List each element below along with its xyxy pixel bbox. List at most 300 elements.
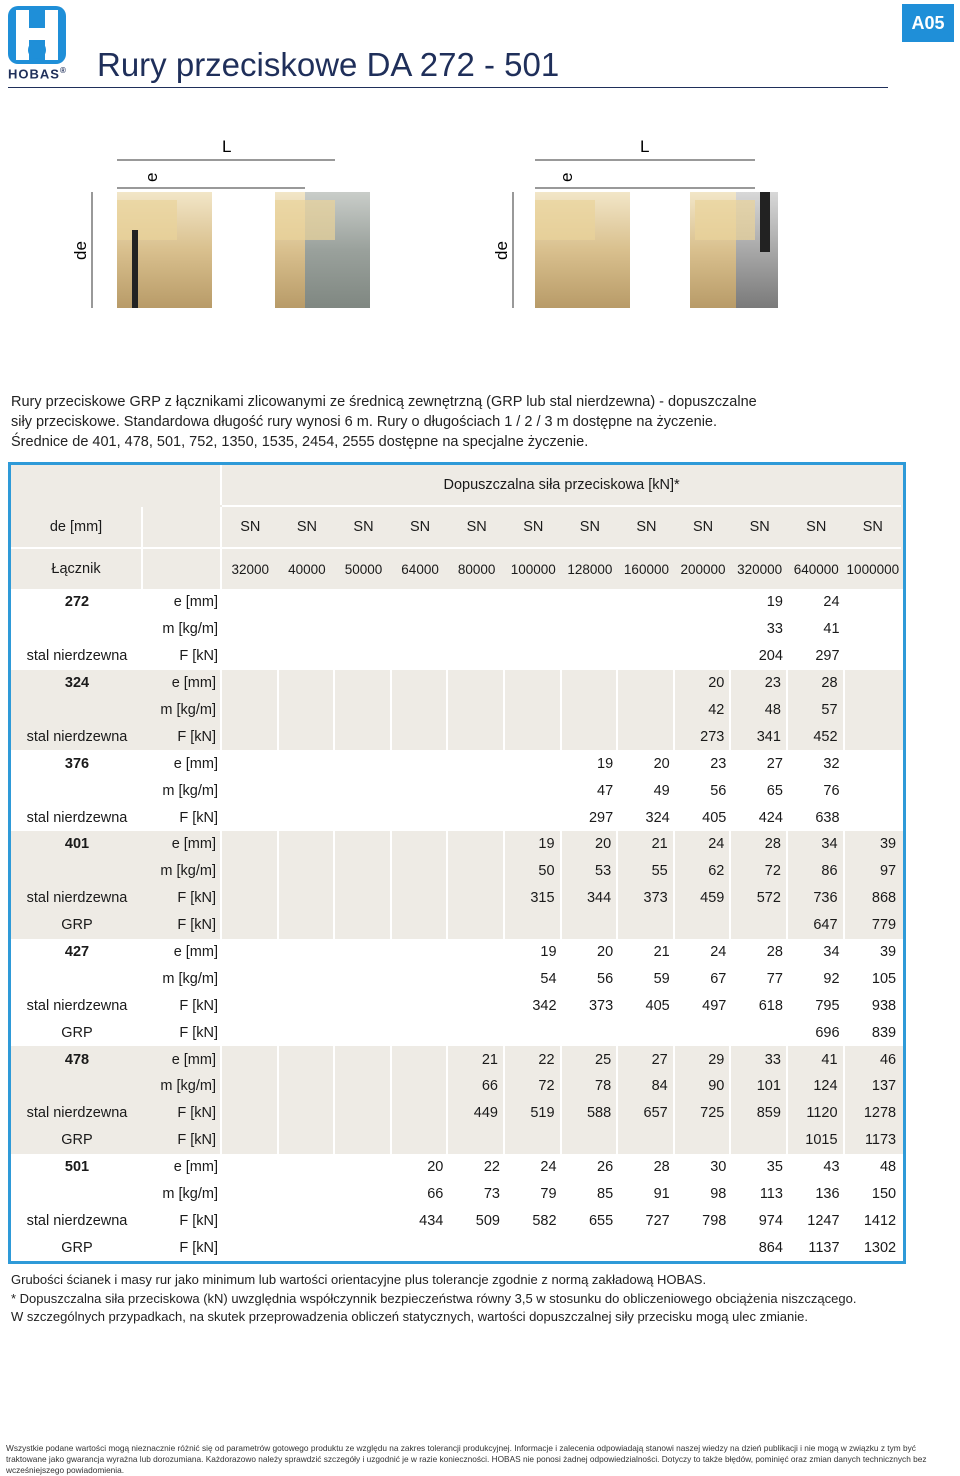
- note-line: Grubości ścianek i masy rur jako minimum lub wartości orientacyjne plus tolerancje zgodnie z normą zakładową HOBAS.: [11, 1272, 707, 1287]
- table-cell: 21: [618, 831, 675, 858]
- table-cell: 23: [731, 670, 788, 697]
- notes: [11, 1271, 951, 1327]
- table-cell: [222, 1234, 279, 1261]
- table-cell: [279, 777, 336, 804]
- table-cell: 86: [788, 858, 845, 885]
- table-cell: [392, 804, 449, 831]
- table-cell: [618, 1234, 675, 1261]
- table-row: [11, 858, 903, 885]
- table-cell: [335, 1154, 392, 1181]
- header-sn-value: 1000000: [846, 561, 900, 577]
- table-row: [11, 1234, 903, 1261]
- table-group-de-478: [11, 1046, 903, 1154]
- table-cell: 72: [731, 858, 788, 885]
- table-cell: 655: [588, 1212, 614, 1229]
- table-cell: 57: [788, 697, 845, 724]
- row-unit: F [kN]: [143, 1127, 222, 1154]
- table-row: [11, 670, 903, 697]
- table-cell: [845, 804, 902, 831]
- header-sn-value: 160000: [623, 561, 669, 577]
- table-cell: 1137: [808, 1239, 840, 1256]
- table-cell: 324: [645, 809, 670, 826]
- header-sn-value: 640000: [793, 561, 839, 577]
- table-cell: 30: [710, 1159, 727, 1176]
- table-row: [11, 1181, 903, 1208]
- table-cell: 449: [448, 1100, 505, 1127]
- table-cell: 647: [788, 912, 845, 939]
- table-cell: [448, 965, 505, 992]
- table-cell: [335, 616, 392, 643]
- table-cell: 72: [505, 1073, 562, 1100]
- table-cell: [279, 1127, 336, 1154]
- row-connector-label: stal nierdzewna: [26, 728, 128, 745]
- table-cell: [335, 831, 392, 858]
- table-cell: [448, 777, 505, 804]
- row-unit: F [kN]: [179, 997, 218, 1014]
- table-row: [11, 697, 903, 724]
- table-cell: [279, 1100, 336, 1127]
- table-cell: 48: [731, 697, 788, 724]
- table-cell: [675, 912, 732, 939]
- table-cell: [562, 643, 619, 670]
- header-sn: SN: [279, 507, 336, 549]
- table-cell: 509: [475, 1212, 500, 1229]
- table-cell: [675, 643, 732, 670]
- table-cell: 1120: [788, 1100, 845, 1127]
- table-cell: [222, 1181, 279, 1208]
- table-cell: 839: [871, 1024, 897, 1041]
- table-cell: [845, 670, 902, 697]
- header-sn: SN: [562, 507, 619, 549]
- table-cell: [335, 939, 392, 966]
- table-cell: 54: [540, 970, 557, 987]
- row-unit: F [kN]: [179, 1024, 218, 1041]
- table-cell: [675, 1234, 732, 1261]
- table-cell: [731, 1127, 788, 1154]
- table-cell: 1412: [863, 1212, 897, 1229]
- table-cell: 50: [505, 858, 562, 885]
- table-cell: [448, 831, 505, 858]
- table-row: [11, 1046, 903, 1073]
- table-cell: 43: [823, 1159, 840, 1176]
- table-cell: [562, 589, 619, 616]
- table-cell: 22: [505, 1046, 562, 1073]
- table-row: [11, 616, 903, 643]
- table-cell: [335, 992, 392, 1019]
- table-cell: 66: [448, 1073, 505, 1100]
- table-row: [11, 939, 903, 966]
- table-body: [8, 589, 906, 1264]
- table-cell: 373: [618, 885, 675, 912]
- row-diameter: 478: [64, 1051, 90, 1068]
- header-sn: SN: [675, 507, 732, 549]
- row-unit: e [mm]: [143, 670, 222, 697]
- table-cell: 727: [645, 1212, 670, 1229]
- table-cell: 101: [731, 1073, 788, 1100]
- table-cell: [392, 697, 449, 724]
- table-cell: [562, 912, 619, 939]
- table-cell: [335, 1073, 392, 1100]
- table-cell: [335, 858, 392, 885]
- row-connector-label: [11, 777, 143, 804]
- row-diameter: 427: [64, 944, 90, 961]
- table-cell: [279, 1046, 336, 1073]
- table-cell: [448, 697, 505, 724]
- table-cell: 795: [815, 997, 840, 1014]
- table-row: [11, 912, 903, 939]
- header-span-title: Dopuszczalna siła przeciskowa [kN]*: [222, 465, 901, 507]
- table-cell: [505, 643, 562, 670]
- table-cell: [279, 643, 336, 670]
- table-cell: 24: [710, 944, 727, 961]
- footer-disclaimer: Wszystkie podane wartości mogą nieznacznie różnić się od parametrów gotowego produktu ze względu na zakres tolerancji produkcyjnej. Informacje i zalecenia odpowiadają stanowi naszej wiedzy na dzień publikacji i nie mogą w związku z tym być traktowane jako gwarancja wyrażna lub dorozumiana. Każdorazowo należy sprawdzić szczegóły i uzgodnić je w razie konieczności. HOBAS nie ponosi żadnej odpowiedzialności. Dotyczy to także błędów, pominięć oraz zmian danych technicznych bez wcześniejszego powiadomienia.: [6, 1443, 927, 1475]
- table-cell: [279, 616, 336, 643]
- table-cell: 33: [731, 1046, 788, 1073]
- row-unit: e [mm]: [173, 1159, 218, 1176]
- title-divider: [8, 87, 888, 88]
- table-cell: [562, 1234, 619, 1261]
- table-row: [11, 589, 903, 616]
- table-cell: [675, 616, 732, 643]
- table-cell: 47: [597, 782, 614, 799]
- table-cell: [222, 1154, 279, 1181]
- brand-name: HOBAS®: [8, 66, 67, 82]
- table-cell: [279, 1234, 336, 1261]
- row-connector-label: stal nierdzewna: [26, 1105, 128, 1122]
- row-unit: m [kg/m]: [162, 621, 218, 638]
- row-unit: m [kg/m]: [143, 858, 222, 885]
- table-group-de-272: [11, 589, 903, 670]
- table-cell: [335, 1100, 392, 1127]
- table-cell: [618, 670, 675, 697]
- table-cell: [222, 616, 279, 643]
- table-cell: [618, 697, 675, 724]
- table-cell: 19: [540, 944, 557, 961]
- table-cell: 20: [427, 1159, 444, 1176]
- table-cell: [392, 885, 449, 912]
- push-force-table: [8, 462, 906, 1264]
- table-cell: [392, 643, 449, 670]
- row-connector-label: [11, 858, 143, 885]
- table-cell: 27: [766, 755, 783, 772]
- table-row: [11, 1207, 903, 1234]
- table-cell: [279, 992, 336, 1019]
- table-cell: [222, 589, 279, 616]
- table-cell: 344: [562, 885, 619, 912]
- table-cell: 424: [758, 809, 783, 826]
- table-cell: 638: [815, 809, 840, 826]
- table-group-de-376: [11, 750, 903, 831]
- table-cell: 938: [871, 997, 897, 1014]
- table-cell: [448, 616, 505, 643]
- table-cell: 59: [653, 970, 670, 987]
- row-connector-label: stal nierdzewna: [26, 890, 128, 907]
- table-cell: [448, 804, 505, 831]
- header-connector: Łącznik: [11, 549, 143, 589]
- table-cell: [335, 697, 392, 724]
- table-cell: 29: [675, 1046, 732, 1073]
- table-cell: 588: [562, 1100, 619, 1127]
- table-cell: [222, 1100, 279, 1127]
- table-cell: 65: [766, 782, 783, 799]
- table-cell: 113: [759, 1186, 783, 1203]
- table-cell: [675, 589, 732, 616]
- table-cell: 85: [597, 1186, 614, 1203]
- table-cell: [222, 1073, 279, 1100]
- header-sn: SN: [222, 507, 279, 549]
- description: [11, 392, 891, 452]
- table-cell: [335, 1181, 392, 1208]
- table-cell: 297: [815, 648, 840, 665]
- table-cell: 23: [710, 755, 727, 772]
- header-sn-value: 128000: [567, 561, 613, 577]
- table-cell: 24: [823, 594, 840, 611]
- header-sn-value: 40000: [288, 561, 326, 577]
- row-unit: e [mm]: [173, 594, 218, 611]
- table-cell: [222, 777, 279, 804]
- table-group-de-501: [11, 1154, 903, 1262]
- table-cell: [505, 912, 562, 939]
- table-row: [11, 992, 903, 1019]
- header-sn: SN: [505, 507, 562, 549]
- table-cell: [448, 643, 505, 670]
- row-connector-label: [11, 697, 143, 724]
- table-cell: [392, 1100, 449, 1127]
- table-cell: 315: [505, 885, 562, 912]
- table-cell: 736: [788, 885, 845, 912]
- table-cell: 459: [675, 885, 732, 912]
- row-connector-label: stal nierdzewna: [26, 997, 128, 1014]
- table-row: [11, 750, 903, 777]
- table-cell: [618, 616, 675, 643]
- table-cell: [335, 589, 392, 616]
- table-cell: [335, 1046, 392, 1073]
- table-cell: 519: [505, 1100, 562, 1127]
- table-cell: [505, 670, 562, 697]
- table-cell: 22: [483, 1159, 500, 1176]
- table-cell: 41: [788, 1046, 845, 1073]
- table-cell: [222, 1046, 279, 1073]
- table-cell: [335, 643, 392, 670]
- table-cell: [279, 1181, 336, 1208]
- table-cell: [845, 616, 902, 643]
- table-cell: [505, 589, 562, 616]
- row-connector-label: GRP: [61, 1132, 93, 1149]
- table-cell: [845, 777, 902, 804]
- table-cell: [448, 939, 505, 966]
- row-connector-label: [11, 1073, 143, 1100]
- table-cell: [845, 750, 902, 777]
- table-cell: [335, 750, 392, 777]
- page-title: Rury przeciskowe DA 272 - 501: [97, 46, 560, 83]
- pipe-right: [492, 137, 778, 308]
- table-row: [11, 965, 903, 992]
- row-unit: F [kN]: [179, 1239, 218, 1256]
- table-cell: [279, 1207, 336, 1234]
- table-cell: 34: [823, 944, 840, 961]
- table-cell: [222, 643, 279, 670]
- table-cell: [335, 1234, 392, 1261]
- table-cell: [222, 697, 279, 724]
- table-cell: 618: [758, 997, 783, 1014]
- table-cell: [618, 1019, 675, 1046]
- table-cell: [392, 616, 449, 643]
- table-cell: [675, 1019, 732, 1046]
- table-cell: 974: [758, 1212, 783, 1229]
- table-group-de-401: [11, 831, 903, 939]
- table-cell: [505, 723, 562, 750]
- header-sn-value: 32000: [231, 561, 270, 577]
- row-connector-label: [11, 1181, 143, 1208]
- table-cell: [222, 804, 279, 831]
- table-cell: 582: [532, 1212, 557, 1229]
- table-cell: [845, 723, 902, 750]
- table-cell: 1015: [788, 1127, 845, 1154]
- table-cell: [335, 885, 392, 912]
- table-cell: [279, 858, 336, 885]
- table-row: [11, 1019, 903, 1046]
- table-cell: [618, 589, 675, 616]
- table-cell: [505, 777, 562, 804]
- row-connector-label: [11, 616, 143, 643]
- table-cell: [562, 723, 619, 750]
- table-cell: [505, 697, 562, 724]
- table-cell: 21: [448, 1046, 505, 1073]
- table-cell: [335, 1207, 392, 1234]
- table-cell: 55: [618, 858, 675, 885]
- table-cell: [335, 912, 392, 939]
- row-unit: m [kg/m]: [162, 782, 218, 799]
- diagram-label-L-right: L: [640, 137, 650, 156]
- table-cell: 657: [618, 1100, 675, 1127]
- table-cell: 39: [879, 944, 897, 961]
- table-cell: 28: [788, 670, 845, 697]
- row-unit: F [kN]: [143, 912, 222, 939]
- table-cell: 32: [823, 755, 840, 772]
- table-cell: 67: [710, 970, 727, 987]
- diagram-label-de-right: de: [492, 241, 511, 260]
- note-line: W szczególnych przypadkach, na skutek przeprowadzenia obliczeń statycznych, wartości dopuszczalnej siły przecisku mogą ulec zmianie.: [11, 1309, 808, 1324]
- table-cell: [222, 750, 279, 777]
- table-cell: 27: [618, 1046, 675, 1073]
- table-cell: 76: [823, 782, 840, 799]
- table-row: [11, 804, 903, 831]
- header-sn-value: 320000: [737, 561, 783, 577]
- table-cell: [222, 1207, 279, 1234]
- table-row: [11, 885, 903, 912]
- table-cell: 696: [815, 1024, 840, 1041]
- table-cell: [845, 643, 902, 670]
- table-cell: [222, 723, 279, 750]
- table-cell: [279, 1073, 336, 1100]
- row-diameter: 376: [64, 755, 90, 772]
- table-cell: 56: [597, 970, 614, 987]
- table-cell: [448, 858, 505, 885]
- table-cell: 19: [505, 831, 562, 858]
- table-cell: [392, 670, 449, 697]
- table-cell: [222, 965, 279, 992]
- table-cell: 25: [562, 1046, 619, 1073]
- table-row: [11, 1127, 903, 1154]
- table-cell: 98: [710, 1186, 727, 1203]
- row-connector-label: GRP: [61, 1239, 93, 1256]
- table-cell: [335, 777, 392, 804]
- row-unit: m [kg/m]: [162, 970, 218, 987]
- table-cell: [335, 670, 392, 697]
- table-cell: [392, 1234, 449, 1261]
- table-cell: 434: [419, 1212, 444, 1229]
- table-cell: [279, 697, 336, 724]
- table-cell: [562, 1127, 619, 1154]
- table-cell: 19: [766, 594, 783, 611]
- row-connector-label: [11, 965, 143, 992]
- table-cell: 864: [758, 1239, 783, 1256]
- table-cell: [222, 939, 279, 966]
- table-cell: 572: [731, 885, 788, 912]
- table-header: [8, 462, 906, 589]
- table-cell: 33: [766, 621, 783, 638]
- row-diameter: 272: [64, 594, 90, 611]
- row-unit: e [mm]: [173, 755, 218, 772]
- description-line: siły przeciskowe. Standardowa długość rury wynosi 6 m. Rury o długościach 1 / 2 / 3 m dostępne na życzenie.: [11, 414, 718, 430]
- table-cell: [335, 804, 392, 831]
- table-cell: [505, 1234, 562, 1261]
- table-cell: 92: [823, 970, 840, 987]
- table-cell: [392, 858, 449, 885]
- table-cell: 341: [731, 723, 788, 750]
- table-cell: [562, 1019, 619, 1046]
- table-cell: 373: [588, 997, 614, 1014]
- table-cell: 124: [788, 1073, 845, 1100]
- table-cell: [392, 965, 449, 992]
- table-cell: [392, 992, 449, 1019]
- table-cell: [335, 1127, 392, 1154]
- diagram-label-L: L: [222, 137, 232, 156]
- header-sn: SN: [335, 507, 392, 549]
- table-cell: [222, 1127, 279, 1154]
- table-cell: [222, 831, 279, 858]
- header-sn-value: 80000: [457, 561, 496, 577]
- table-cell: 49: [653, 782, 670, 799]
- table-cell: [845, 697, 902, 724]
- table-cell: [448, 723, 505, 750]
- table-cell: 20: [675, 670, 732, 697]
- row-unit: e [mm]: [173, 944, 218, 961]
- header-sn: SN: [392, 507, 449, 549]
- table-cell: 84: [618, 1073, 675, 1100]
- table-cell: 79: [540, 1186, 557, 1203]
- row-unit: F [kN]: [179, 809, 218, 826]
- table-cell: [392, 1073, 449, 1100]
- diagram-label-e: e: [142, 172, 161, 182]
- table-cell: [392, 777, 449, 804]
- row-connector-label: stal nierdzewna: [26, 648, 128, 665]
- table-cell: 452: [788, 723, 845, 750]
- table-cell: [335, 965, 392, 992]
- table-cell: [279, 912, 336, 939]
- row-connector-label: GRP: [61, 917, 93, 934]
- table-cell: 19: [597, 755, 614, 772]
- table-cell: 297: [588, 809, 614, 826]
- table-cell: [448, 912, 505, 939]
- row-unit: F [kN]: [143, 885, 222, 912]
- header-sn: SN: [448, 507, 505, 549]
- note-line: * Dopuszczalna siła przeciskowa (kN) uwzględnia współczynnik bezpieczeństwa równy 3,5 w stosunku do obliczeniowego obciążenia niszczącego.: [11, 1290, 857, 1306]
- header-blank-2: [143, 507, 222, 549]
- table-cell: [392, 1127, 449, 1154]
- table-cell: [731, 1019, 788, 1046]
- table-cell: [279, 723, 336, 750]
